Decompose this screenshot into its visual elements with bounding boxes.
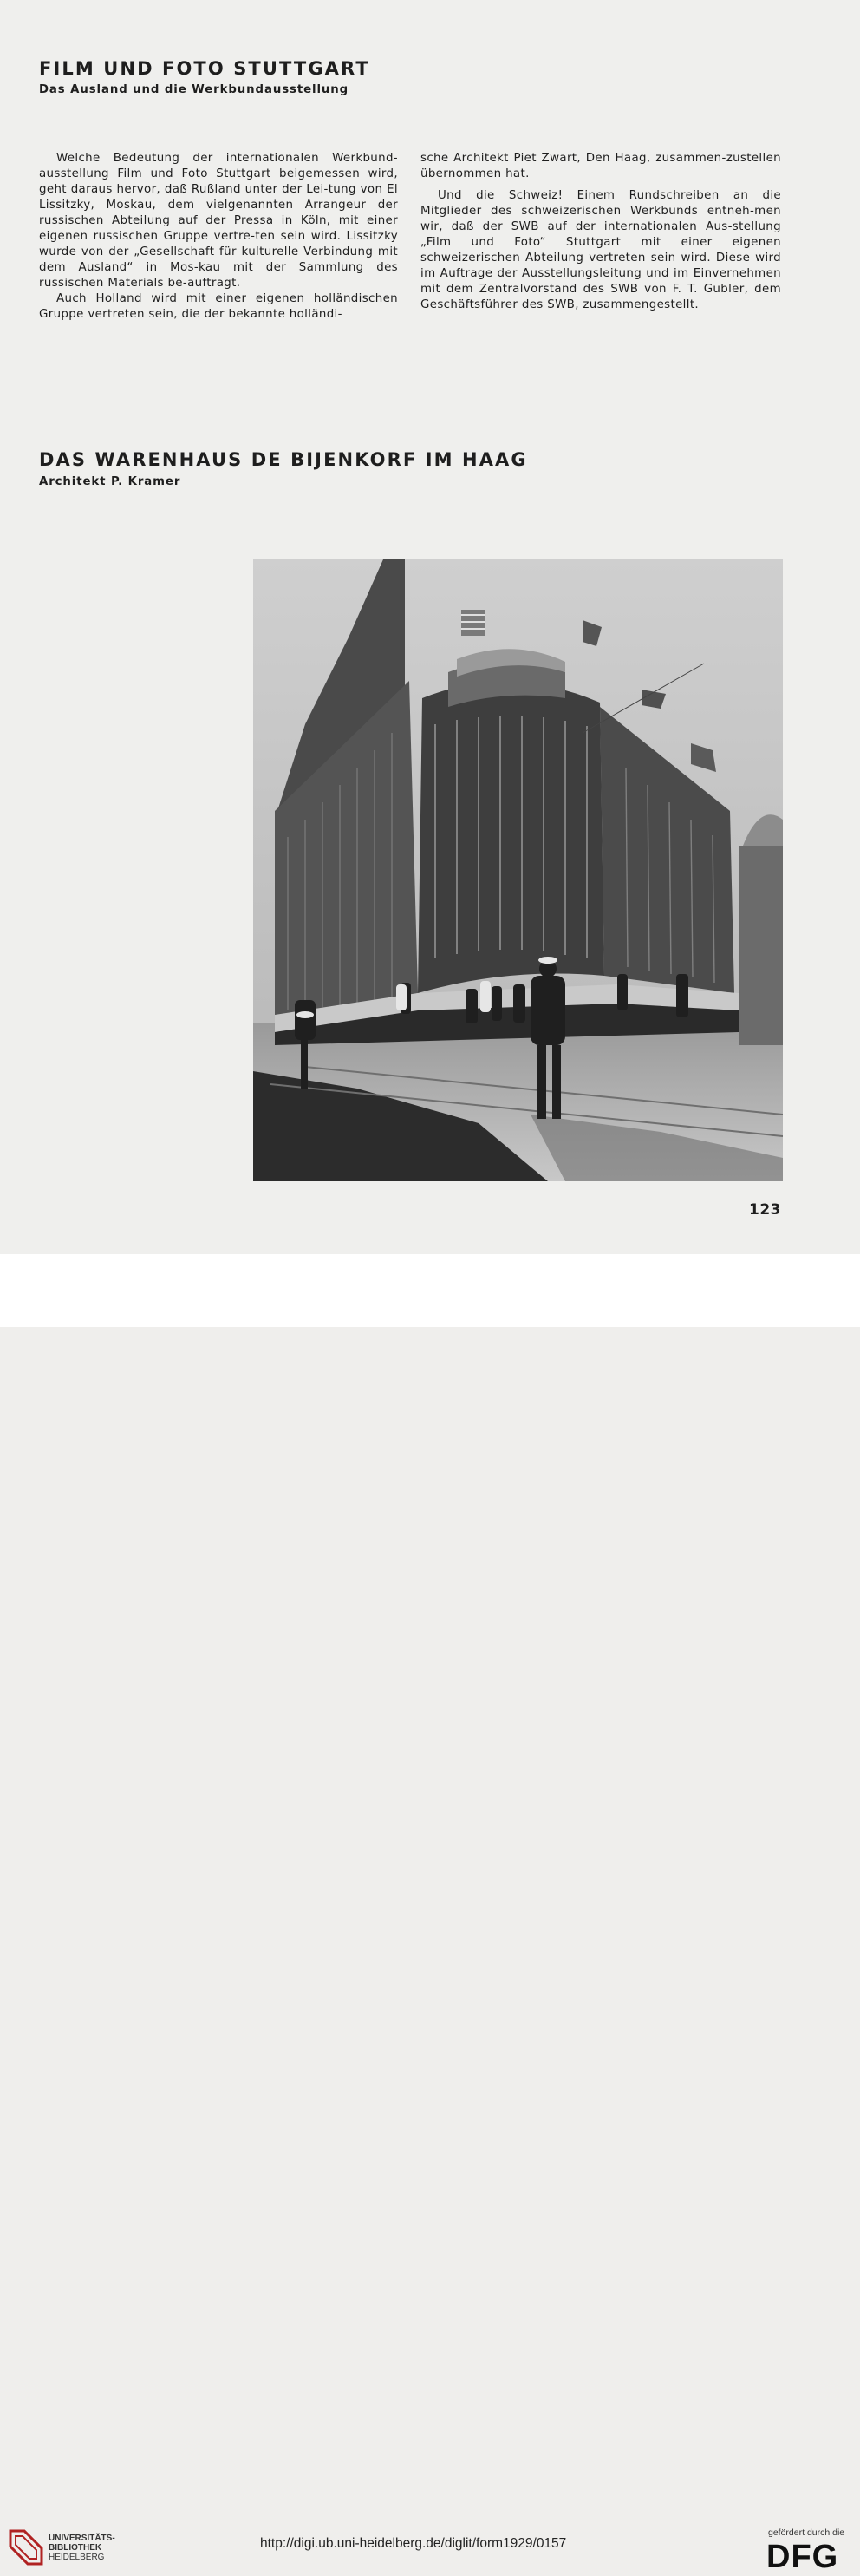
viewer-footer [0, 1254, 860, 2575]
article1-left-column [39, 151, 398, 323]
library-line-2: BIBLIOTHEK [49, 2543, 102, 2553]
document-url-link[interactable]: http://digi.ub.uni-heidelberg.de/diglit/form1929/0157 [260, 2536, 567, 2551]
paragraph: sche Architekt Piet Zwart, Den Haag, zusammen-zustellen übernommen hat. [420, 152, 781, 180]
paragraph: Und die Schweiz! Einem Rundschreiben an die Mitglieder des schweizerischen Werkbunds entneh-men wir, daß der SWB auf der internationalen Aus-stellung „Film und Foto“ Stuttgart mit einer eigenen schweizerischen Abteilung vertreten sein wird. Diese wird im Auftrage der Ausstellungsleitung und im Einvernehmen mit dem Zentralvorstand des SWB von F. T. Gubler, dem Geschäftsführer des SWB, zusammengestellt. [420, 189, 781, 311]
article1-subtitle: Das Ausland und die Werkbundausstellung [39, 83, 349, 96]
scanned-page [0, 0, 860, 1254]
paragraph: Auch Holland wird mit einer eigenen holländischen Gruppe vertreten sein, die der bekannte holländi- [39, 292, 398, 321]
library-line-1: UNIVERSITÄTS- [49, 2534, 115, 2543]
department-store-photo [253, 559, 783, 1181]
article2-title: DAS WARENHAUS DE BIJENKORF IM HAAG [39, 449, 528, 470]
article1-right-column [420, 151, 781, 313]
article1-title: FILM UND FOTO STUTTGART [39, 58, 370, 79]
library-logo-icon [9, 2527, 43, 2566]
page-number: 123 [749, 1201, 781, 1219]
dfg-logo: DFG [766, 2539, 839, 2575]
paragraph: Welche Bedeutung der internationalen Werkbund-ausstellung Film und Foto Stuttgart beigemessen wird, geht daraus hervor, daß Rußland unter der Lei-tung von El Lissitzky, Moskau, dem vielgenannten Arrangeur der russischen Abteilung auf der Pressa in Köln, mit einer eigenen russischen Gruppe vertre-ten sein wird. Lissitzky wurde von der „Gesellschaft für kulturelle Verbindung mit dem Ausland“ in Mos-kau mit der Sammlung des russischen Materials be-auftragt. [39, 152, 398, 290]
library-line-3: HEIDELBERG [49, 2553, 105, 2562]
library-name [49, 2534, 115, 2562]
funded-by-label: gefördert durch die [768, 2527, 845, 2538]
article2-subtitle: Architekt P. Kramer [39, 475, 181, 488]
